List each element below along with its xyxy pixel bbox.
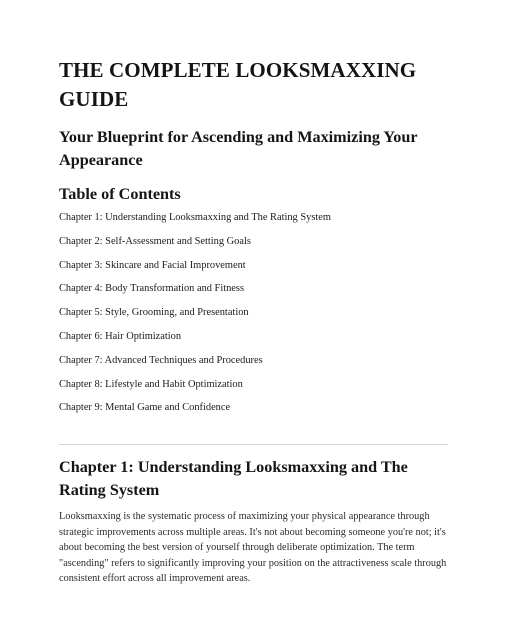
toc-item-chapter-5[interactable]: Chapter 5: Style, Grooming, and Presentation [59,307,249,319]
toc-item-chapter-4[interactable]: Chapter 4: Body Transformation and Fitness [59,283,245,295]
toc-item-chapter-9[interactable]: Chapter 9: Mental Game and Confidence [59,402,231,414]
document-subtitle: Your Blueprint for Ascending and Maximizing Your Appearance [59,128,418,169]
document-title: THE COMPLETE LOOKSMAXXING GUIDE [59,58,417,111]
toc-item-chapter-1[interactable]: Chapter 1: Understanding Looksmaxxing and The Rating System [59,212,331,223]
toc-item-chapter-3[interactable]: Chapter 3: Skincare and Facial Improvement [59,259,246,271]
table-of-contents [59,211,451,415]
chapter-1-heading: Chapter 1: Understanding Looksmaxxing and The Rating System [59,458,408,499]
toc-heading: Table of Contents [59,185,181,203]
document-page [59,56,451,425]
toc-item-chapter-6[interactable]: Chapter 6: Hair Optimization [59,330,182,342]
toc-item-chapter-8[interactable]: Chapter 8: Lifestyle and Habit Optimization [59,378,243,390]
chapter-1-paragraph: Looksmaxxing is the systematic process of maximizing your physical appearance through strategic improvements across multiple areas. It's not about becoming someone you're not; it's about becoming the best version of yourself through deliberate optimization. The term "ascending" refers to significantly improving your position on the attractiveness scale through consistent effort across all improvement areas. [59,511,447,584]
section-divider [59,444,448,445]
toc-item-chapter-2[interactable]: Chapter 2: Self-Assessment and Setting Goals [59,235,251,247]
toc-item-chapter-7[interactable]: Chapter 7: Advanced Techniques and Procedures [59,354,263,366]
